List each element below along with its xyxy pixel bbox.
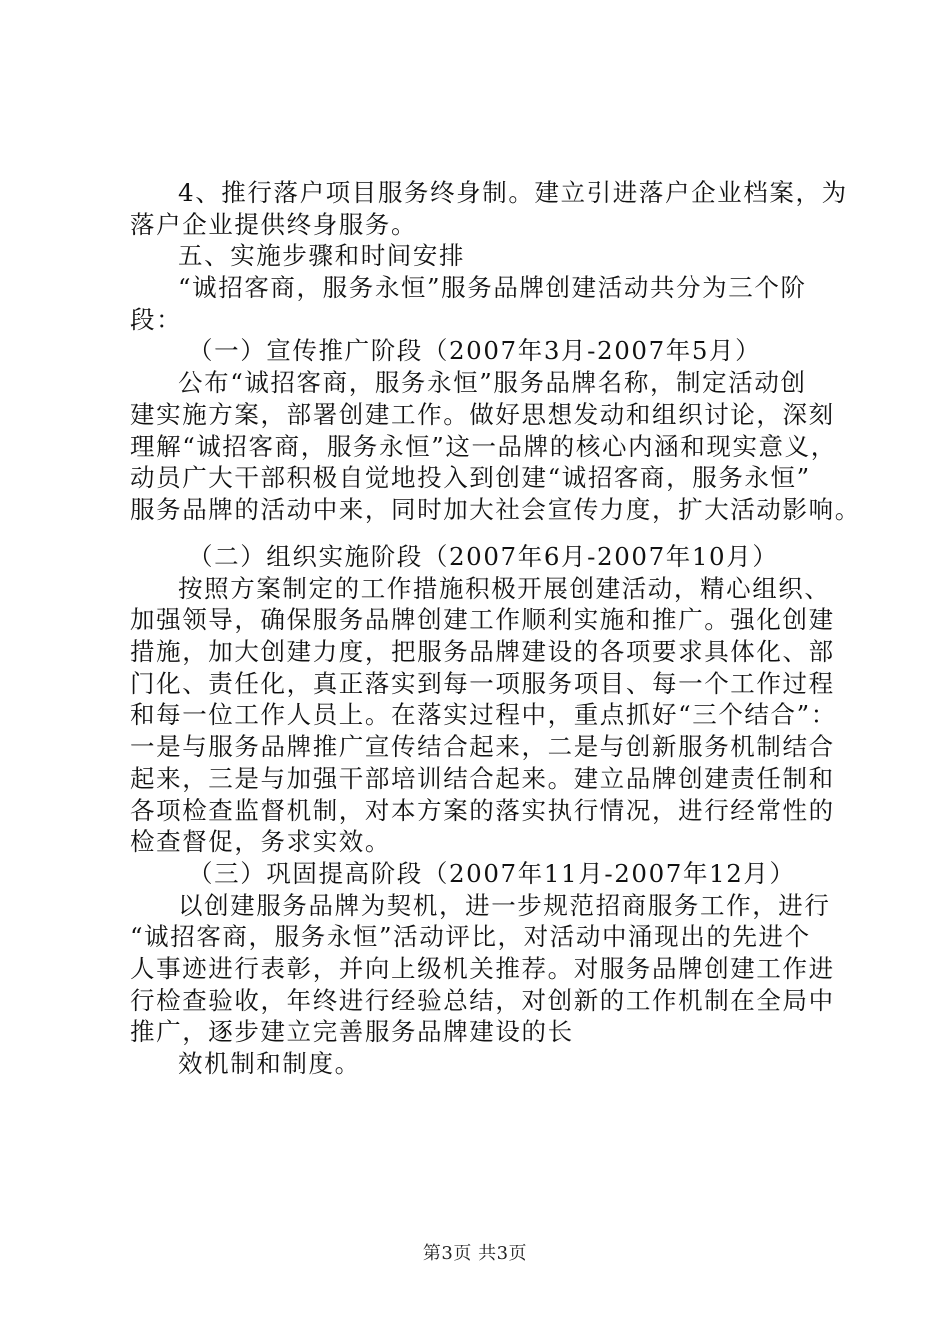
paragraph-line: 段： [130,304,183,334]
paragraph-line: 和每一位工作人员上。在落实过程中，重点抓好“三个结合”： [130,700,837,730]
paragraph-line: 4、推行落户项目服务终身制。建立引进落户企业档案，为 [178,178,848,207]
page-number-footer: 第3页 共3页 [422,1243,528,1264]
paragraph-line: 公布“诚招客商，服务永恒”服务品牌名称，制定活动创 [178,368,807,398]
paragraph-line: 服务品牌的活动中来，同时加大社会宣传力度，扩大活动影响。 [130,494,861,524]
paragraph-line: 加强领导，确保服务品牌创建工作顺利实施和推广。强化创建 [130,605,835,635]
paragraph-line: 措施，加大创建力度，把服务品牌建设的各项要求具体化、部 [130,637,835,667]
paragraph-line: “诚招客商，服务永恒”服务品牌创建活动共分为三个阶 [178,273,807,303]
paragraph-line: 效机制和制度。 [178,1049,361,1078]
document-body-section-2 [130,541,835,1080]
paragraph-line: 动员广大干部积极自觉地投入到创建“诚招客商，服务永恒” [130,463,811,493]
document-body-section-1 [130,177,861,526]
paragraph-line: 落户企业提供终身服务。 [130,209,418,239]
stage-heading: （二）组织实施阶段（2007年6月-2007年10月） [188,542,779,571]
paragraph-line: 推广，逐步建立完善服务品牌建设的长 [130,1017,574,1047]
paragraph-line: 以创建服务品牌为契机，进一步规范招商服务工作，进行 [178,890,831,920]
paragraph-line: 门化、责任化，真正落实到每一项服务项目、每一个工作过程 [130,668,835,698]
section-heading: 五、实施步骤和时间安排 [178,241,466,271]
paragraph-line: 按照方案制定的工作措施积极开展创建活动，精心组织、 [178,573,831,603]
stage-heading: （一）宣传推广阶段（2007年3月-2007年5月） [188,336,762,366]
paragraph-line: 人事迹进行表彰，并向上级机关推荐。对服务品牌创建工作进 [130,953,835,983]
paragraph-line: 行检查验收，年终进行经验总结，对创新的工作机制在全局中 [130,985,835,1015]
stage-heading: （三）巩固提高阶段（2007年11月-2007年12月） [188,858,796,888]
paragraph-line: 建实施方案，部署创建工作。做好思想发动和组织讨论，深刻 [130,399,835,429]
paragraph-line: 检查督促，务求实效。 [130,827,391,857]
paragraph-line: “诚招客商，服务永恒”活动评比，对活动中涌现出的先进个 [130,922,811,952]
paragraph-line: 各项检查监督机制，对本方案的落实执行情况，进行经常性的 [130,795,835,825]
paragraph-line: 一是与服务品牌推广宣传结合起来，二是与创新服务机制结合 [130,732,835,762]
paragraph-line: 起来，三是与加强干部培训结合起来。建立品牌创建责任制和 [130,763,835,793]
paragraph-line: 理解“诚招客商，服务永恒”这一品牌的核心内涵和现实意义， [130,431,837,461]
